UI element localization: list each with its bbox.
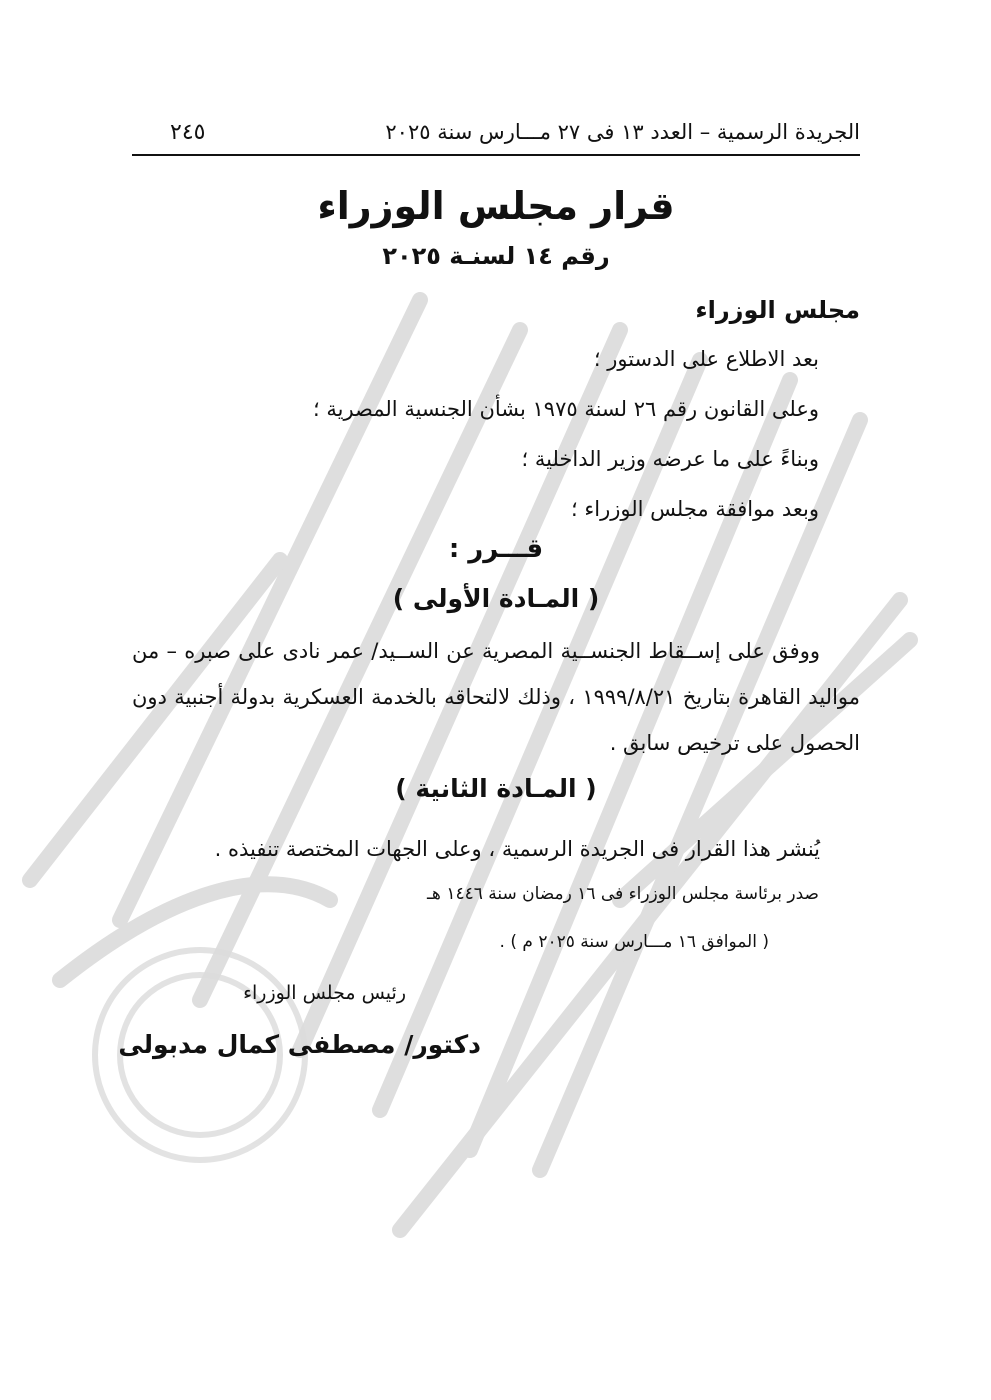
article-2-title: ( المـادة الثانية ) (395, 774, 597, 803)
header-rule (132, 154, 860, 156)
preamble-line: بعد الاطلاع على الدستور ؛ (593, 347, 819, 371)
issued-date-hijri: صدر برئاسة مجلس الوزراء فى ١٦ رمضان سنة ١٤٤٦ هـ (426, 884, 819, 904)
article-1-text: ووفق على إســقاط الجنســية المصرية عن الســيد/ عمر نادى على صبره – من مواليد القاهرة بتاريخ ١٩٩٩/٨/٢١ ، وذلك لالتحاقه بالخدمة العسكرية بدولة أجنبية دون الحصول على ترخيص سابق . (132, 639, 860, 755)
article-2-text: يُنشر هذا القرار فى الجريدة الرسمية ، وعلى الجهات المختصة تنفيذه . (214, 837, 820, 861)
article-1-title: ( المـادة الأولى ) (392, 584, 600, 613)
preamble-line: وبعد موافقة مجلس الوزراء ؛ (571, 497, 819, 521)
page-header (132, 112, 860, 152)
issued-date-gregorian: ( الموافق ١٦ مـــارس سنة ٢٠٢٥ م ) . (499, 932, 769, 952)
preamble (119, 342, 819, 542)
signatory-role: رئيس مجلس الوزراء (243, 982, 406, 1004)
running-title: الجريدة الرسمية – العدد ١٣ فى ٢٧ مـــارس سنة ٢٠٢٥ (385, 120, 860, 144)
decided-heading: قـــرر : (448, 534, 544, 564)
issuing-body: مجلس الوزراء (695, 296, 860, 324)
preamble-line: وبناءً على ما عرضه وزير الداخلية ؛ (521, 447, 819, 471)
page-number: ٢٤٥ (170, 119, 206, 145)
preamble-line: وعلى القانون رقم ٢٦ لسنة ١٩٧٥ بشأن الجنسية المصرية ؛ (313, 397, 819, 421)
decree-title: قرار مجلس الوزراء (317, 184, 675, 228)
signatory-name: دكتور/ مصطفى كمال مدبولى (118, 1030, 481, 1059)
decree-number: رقم ١٤ لسنـة ٢٠٢٥ (382, 242, 610, 270)
